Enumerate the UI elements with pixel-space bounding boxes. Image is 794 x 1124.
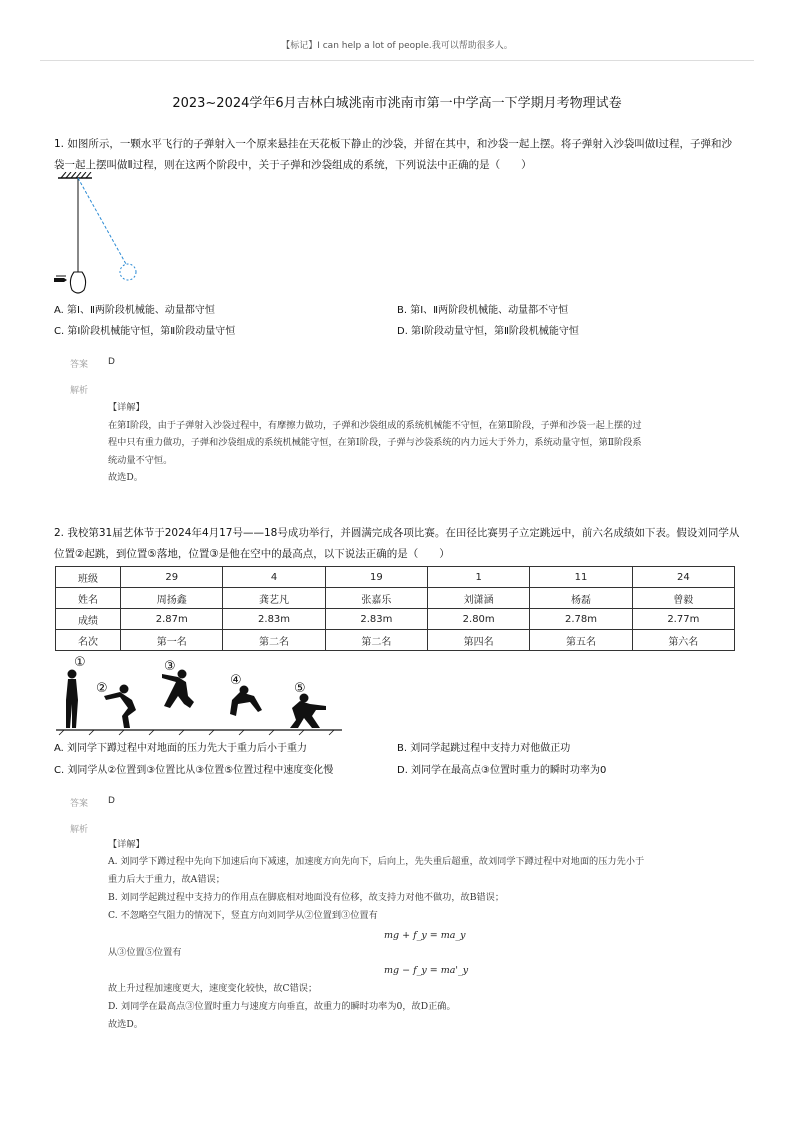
- table-cell: 第二名: [223, 630, 325, 651]
- q1-answer-label: 答案: [70, 360, 89, 370]
- q2-analysis-label: 解析: [70, 825, 89, 835]
- table-cell: 龚艺凡: [223, 588, 325, 609]
- bullet-icon: [54, 278, 67, 282]
- q1-stem-line2: 袋一起上摆叫做Ⅱ过程，则在这两个阶段中，关于子弹和沙袋组成的系统，下列说法中正确的是（ ）: [54, 159, 532, 171]
- q2-explanation-line: A. 刘同学下蹲过程中先向下加速后向下减速，加速度方向先向下，后向上，先失重后超重，故刘同学下蹲过程中对地面的压力先小于: [108, 856, 645, 867]
- q1-explanation-line: 统动量不守恒。: [108, 454, 173, 466]
- row-header: 班级: [56, 567, 121, 588]
- athlete-position-4-icon: [230, 686, 262, 717]
- exam-title: 2023~2024学年6月吉林白城洮南市洮南市第一中学高一下学期月考物理试卷: [172, 96, 622, 111]
- table-cell: 2.83m: [223, 609, 325, 630]
- q2-stem-line2: 位置②起跳，到位置⑤落地，位置③是他在空中的最高点，以下说法正确的是（ ）: [54, 548, 450, 560]
- q1-option-a: A. 第Ⅰ、Ⅱ两阶段机械能、动量都守恒: [54, 305, 215, 316]
- ground-hatch: [59, 730, 334, 735]
- q1-stem: [54, 134, 744, 176]
- table-cell: 曾毅: [632, 588, 734, 609]
- q2-option-a: A. 刘同学下蹲过程中对地面的压力先大于重力后小于重力: [54, 743, 308, 754]
- q1-explanation-line: 程中只有重力做功，子弹和沙袋组成的系统机械能守恒，在第Ⅰ阶段，子弹与沙袋系统的内力远大于外力，系统动量守恒，第Ⅱ阶段系: [108, 437, 642, 448]
- athlete-position-5-icon: [290, 694, 326, 729]
- row-header: 姓名: [56, 588, 121, 609]
- q2-option-c: C. 刘同学从②位置到③位置比从③位置⑤位置过程中速度变化慢: [54, 765, 334, 776]
- table-cell: 周扬鑫: [121, 588, 223, 609]
- header-divider: [40, 60, 754, 61]
- q2-explanation-line: C. 不忽略空气阻力的情况下，竖直方向刘同学从②位置到③位置有: [108, 910, 378, 921]
- table-cell: 第六名: [632, 630, 734, 651]
- table-row: [56, 630, 735, 651]
- table-cell: 第五名: [530, 630, 632, 651]
- table-row: [56, 609, 735, 630]
- position-label-4: ④: [230, 673, 242, 688]
- q1-answer-value: D: [108, 357, 115, 367]
- table-cell: 杨磊: [530, 588, 632, 609]
- results-table: [55, 566, 735, 651]
- q1-explanation-line: 【详解】: [108, 402, 145, 413]
- table-cell: 2.87m: [121, 609, 223, 630]
- long-jump-figure: [54, 654, 344, 736]
- table-cell: 11: [530, 567, 632, 588]
- q1-option-d: D. 第Ⅰ阶段动量守恒，第Ⅱ阶段机械能守恒: [397, 326, 579, 337]
- q1-option-b: B. 第Ⅰ、Ⅱ两阶段机械能、动量都不守恒: [397, 305, 569, 316]
- q2-explanation-line: 从③位置⑤位置有: [108, 947, 182, 958]
- position-label-2: ②: [96, 681, 108, 696]
- ceiling-hatch: [61, 172, 91, 178]
- formula-1: mg + f_y = ma_y: [384, 930, 466, 941]
- athlete-position-1-icon: [66, 670, 78, 729]
- table-cell: 4: [223, 567, 325, 588]
- table-cell: 24: [632, 567, 734, 588]
- table-cell: 第四名: [428, 630, 530, 651]
- table-cell: 19: [325, 567, 427, 588]
- table-cell: 29: [121, 567, 223, 588]
- table-row: [56, 567, 735, 588]
- swing-rope-dashed: [78, 178, 126, 264]
- q2-explanation-line: 重力后大于重力，故A错误；: [108, 874, 225, 885]
- q1-stem-line1: 1. 如图所示，一颗水平飞行的子弹射入一个原来悬挂在天花板下静止的沙袋，并留在其中，和沙袋一起上摆。将子弹射入沙袋叫做Ⅰ过程，子弹和沙: [54, 138, 732, 150]
- table-cell: 2.83m: [325, 609, 427, 630]
- swung-sandbag-icon: [120, 264, 136, 280]
- q2-explanation-line: B. 刘同学起跳过程中支持力的作用点在脚底相对地面没有位移，故支持力对他不做功，故B错误；: [108, 892, 505, 903]
- table-cell: 2.77m: [632, 609, 734, 630]
- q2-option-d: D. 刘同学在最高点③位置时重力的瞬时功率为0: [397, 765, 607, 776]
- q1-pendulum-figure: [52, 172, 162, 300]
- row-header: 名次: [56, 630, 121, 651]
- q2-explanation-head: 【详解】: [108, 839, 145, 850]
- q2-explanation-line: D. 刘同学在最高点③位置时重力与速度方向垂直，故重力的瞬时功率为0，故D正确。: [108, 1001, 456, 1012]
- q2-explanation-line: 故选D。: [108, 1019, 143, 1030]
- sandbag-icon: [70, 272, 85, 293]
- formula-2: mg − f_y = ma'_y: [384, 965, 469, 976]
- table-row: [56, 588, 735, 609]
- q1-explanation: [108, 399, 708, 487]
- header-note: 【标记】I can help a lot of people.我可以帮助很多人。: [281, 41, 513, 51]
- table-cell: 1: [428, 567, 530, 588]
- q1-explanation-line: 故选D。: [108, 472, 143, 483]
- q2-stem-line1: 2. 我校第31届艺体节于2024年4月17号——18号成功举行，并圆满完成各项比赛。在田径比赛男子立定跳远中，前六名成绩如下表。假设刘同学从: [54, 527, 740, 539]
- position-label-5: ⑤: [294, 681, 306, 696]
- table-cell: 第一名: [121, 630, 223, 651]
- table-cell: 第二名: [325, 630, 427, 651]
- athlete-position-3-icon: [162, 670, 194, 709]
- q1-analysis-label: 解析: [70, 386, 89, 396]
- q2-answer-value: D: [108, 796, 115, 806]
- q1-option-c: C. 第Ⅰ阶段机械能守恒，第Ⅱ阶段动量守恒: [54, 326, 236, 337]
- q2-explanation-line: 故上升过程加速度更大，速度变化较快，故C错误；: [108, 983, 318, 994]
- table-cell: 2.78m: [530, 609, 632, 630]
- q2-stem: [54, 523, 744, 565]
- q2-option-b: B. 刘同学起跳过程中支持力对他做正功: [397, 743, 571, 754]
- table-cell: 刘潇涵: [428, 588, 530, 609]
- table-cell: 张嘉乐: [325, 588, 427, 609]
- position-label-1: ①: [74, 655, 86, 670]
- row-header: 成绩: [56, 609, 121, 630]
- q1-explanation-line: 在第Ⅰ阶段，由于子弹射入沙袋过程中，有摩擦力做功，子弹和沙袋组成的系统机械能不守恒，在第Ⅱ阶段，子弹和沙袋一起上摆的过: [108, 419, 642, 431]
- athlete-position-2-icon: [104, 685, 136, 729]
- table-cell: 2.80m: [428, 609, 530, 630]
- position-label-3: ③: [164, 659, 176, 674]
- q2-answer-label: 答案: [70, 799, 89, 809]
